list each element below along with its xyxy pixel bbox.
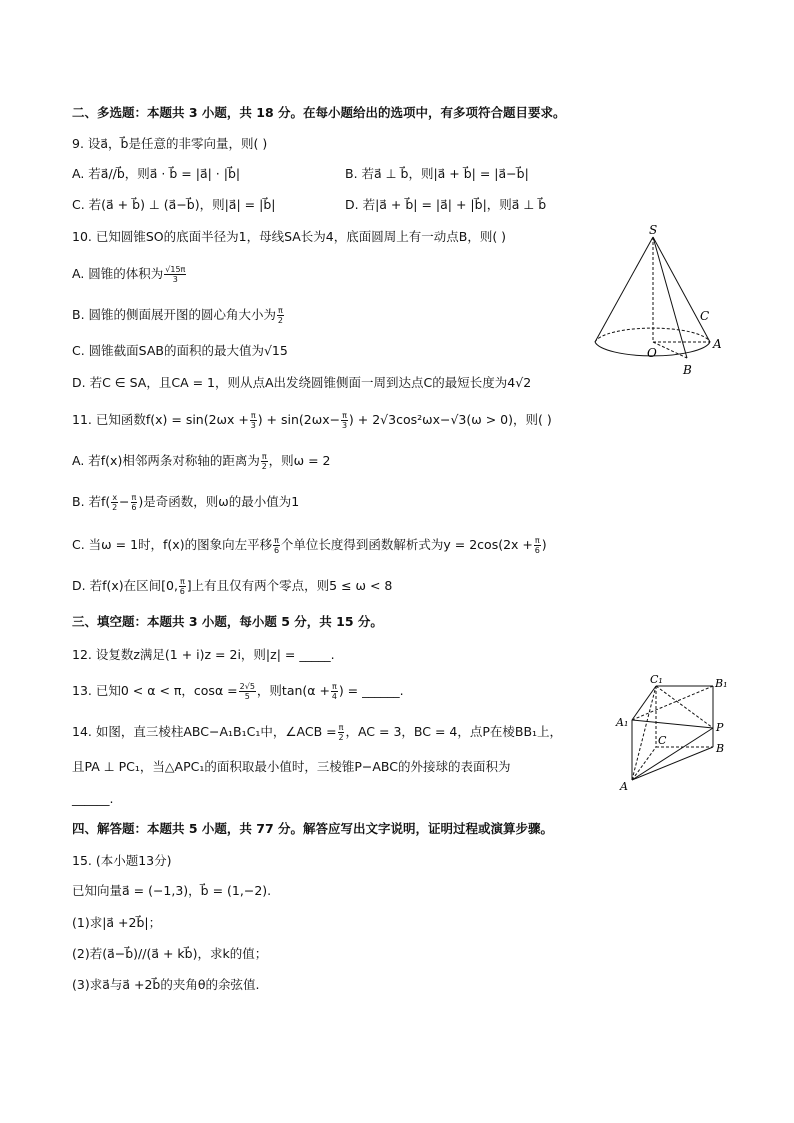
q14-line1: 14. 如图，直三棱柱ABC−A₁B₁C₁中，∠ACB = $\frac{\pi}{2}$ ，AC = 3，BC = 4，点P在棱BB₁上，	[72, 723, 563, 742]
q11-stem: 11. 已知函数f(x) = sin(2ωx + $\frac{\pi}{3}$ ) + sin(2ωx− $\frac{\pi}{3}$ ) + 2√3cos²ωx−√3(ω > 0)，则( )	[72, 411, 552, 430]
fraction: $\frac{√15\pi}{3}$	[165, 265, 186, 284]
cone-label-a: A	[713, 337, 722, 351]
q14-line2: 且PA ⊥ PC₁，当△APC₁的面积取最小值时，三棱锥P−ABC的外接球的表面积为	[72, 759, 511, 774]
cone-label-c: C	[700, 309, 710, 323]
prism-label-a: A	[620, 780, 628, 793]
q15-part2: (2)若(a⃗−b⃗)//(a⃗ + kb⃗)，求k的值；	[72, 946, 268, 961]
q10-option-c: C. 圆锥截面SAB的面积的最大值为√15	[72, 343, 288, 358]
prism-label-c: C	[658, 734, 667, 747]
q10-option-a-text: A. 圆锥的体积为	[72, 266, 164, 281]
q9-option-b: B. 若a⃗ ⊥ b⃗，则|a⃗ + b⃗| = |a⃗−b⃗|	[345, 166, 529, 181]
q10-option-b-text: B. 圆锥的侧面展开图的圆心角大小为	[72, 307, 277, 322]
cone-label-b: B	[683, 363, 692, 377]
q15-title: 15. (本小题13分)	[72, 853, 172, 868]
q9-option-a: A. 若a⃗//b⃗，则a⃗ · b⃗ = |a⃗| · |b⃗|	[72, 166, 241, 181]
prism-label-b: B	[716, 742, 725, 755]
prism-label-c1: C₁	[650, 673, 663, 686]
q13-text: 13. 已知0 < α < π，cosα = $\frac{2√5}{5}$ ，则tan(α + $\frac{\pi}{4}$ ) = ______.	[72, 682, 404, 701]
q15-part1: (1)求|a⃗ +2b⃗|；	[72, 915, 162, 930]
section-heading-multiple-choice: 二、多选题：本题共 3 小题，共 18 分。在每小题给出的选项中，有多项符合题目要求。	[72, 105, 566, 120]
cone-label-o: O	[647, 346, 657, 360]
cone-figure	[585, 222, 725, 382]
q14-answer-blank: ______.	[72, 791, 114, 806]
prism-figure	[612, 672, 742, 794]
q11-option-a: A. 若f(x)相邻两条对称轴的距离为 $\frac{\pi}{2}$ ，则ω = 2	[72, 452, 331, 471]
q15-part3: (3)求a⃗与a⃗ +2b⃗的夹角θ的余弦值.	[72, 977, 260, 992]
q9-stem: 9. 设a⃗，b⃗是任意的非零向量，则( )	[72, 136, 268, 151]
q11-option-d: D. 若f(x)在区间[0, $\frac{\pi}{6}$ ]上有且仅有两个零点，则5 ≤ ω < 8	[72, 577, 393, 596]
q10-option-d: D. 若C ∈ SA，且CA = 1，则从点A出发绕圆锥侧面一周到达点C的最短长度为4√2	[72, 375, 532, 390]
q9-option-d: D. 若|a⃗ + b⃗| = |a⃗| + |b⃗|，则a⃗ ⊥ b⃗	[345, 197, 547, 212]
q9-option-c: C. 若(a⃗ + b⃗) ⊥ (a⃗−b⃗)，则|a⃗| = |b⃗|	[72, 197, 276, 212]
prism-label-p: P	[716, 721, 724, 734]
section-heading-solutions: 四、解答题：本题共 5 小题，共 77 分。解答应写出文字说明，证明过程或演算步骤。	[72, 821, 554, 836]
q10-option-a	[72, 265, 187, 284]
cone-label-s: S	[649, 223, 658, 237]
q12-text: 12. 设复数z满足(1 + i)z = 2i，则|z| = _____.	[72, 647, 335, 662]
q10-stem: 10. 已知圆锥SO的底面半径为1，母线SA长为4，底面圆周上有一动点B，则( )	[72, 229, 507, 244]
q10-option-b	[72, 306, 285, 325]
q15-given: 已知向量a⃗ = (−1,3)，b⃗ = (1,−2).	[72, 883, 272, 898]
q11-option-c: C. 当ω = 1时，f(x)的图象向左平移 $\frac{\pi}{6}$ 个单位长度得到函数解析式为y = 2cos(2x + $\frac{\pi}{6}$ )	[72, 536, 547, 555]
section-heading-fill-in: 三、填空题：本题共 3 小题，每小题 5 分，共 15 分。	[72, 614, 383, 629]
prism-label-b1: B₁	[715, 677, 728, 690]
fraction: $\frac{\pi}{2}$	[277, 306, 283, 325]
prism-label-a1: A₁	[616, 716, 629, 729]
q11-option-b: B. 若f( $\frac{x}{2}$ − $\frac{\pi}{6}$ )是奇函数，则ω的最小值为1	[72, 493, 300, 512]
